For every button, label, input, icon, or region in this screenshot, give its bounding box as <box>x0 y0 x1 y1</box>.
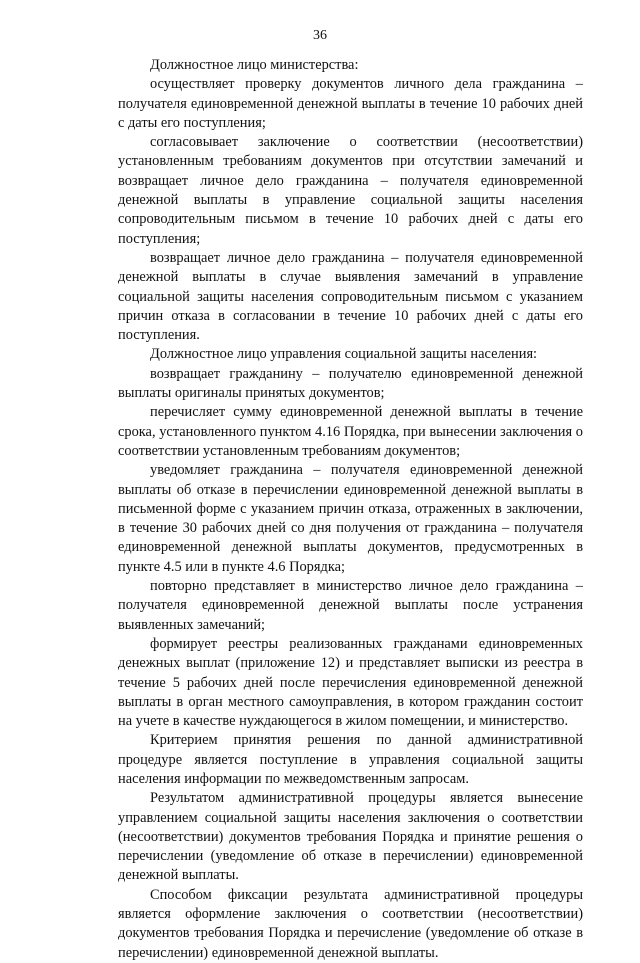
paragraph-department-form-registers: формирует реестры реализованных гражданами единовременных денежных выплат (приложение 12) и представляет выписки из реестра в течение 5 рабочих дней после перечисления единовременной денежной выплаты в орган местного самоуправления, в котором гражданин состоит на учете в качестве нуждающегося в жилом помещении, и министерство. <box>118 635 583 730</box>
paragraph-department-transfer-payment: перечисляет сумму единовременной денежной выплаты в течение срока, установленного пунктом 4.16 Порядка, при вынесении заключения о соответствии установленным требованиям документов; <box>118 404 583 459</box>
paragraph-department-official-heading: Должностное лицо управления социальной защиты населения: <box>150 346 538 363</box>
paragraph-department-return-originals: возвращает гражданину – получателю единовременной денежной выплаты оригиналы принятых документов; <box>118 365 583 402</box>
paragraph-ministry-official-heading: Должностное лицо министерства: <box>150 57 359 73</box>
document-body <box>118 56 583 963</box>
paragraph-ministry-approve-conclusion: согласовывает заключение о соответствии (несоответствии) установленным требованиям документов при отсутствии замечаний и возвращает личное дело гражданина – получателя единовременной денежной выплаты в управление социальной защиты населения сопроводительным письмом в течение 10 рабочих дней с даты его поступления; <box>118 134 583 247</box>
page-number: 36 <box>313 28 327 43</box>
paragraph-procedure-result: Результатом административной процедуры является вынесение управлением социальной защиты населения заключения о соответствии (несоответствии) документов требования Порядка и принятие решения о перечислении (уведомление об отказе в перечислении) единовременной денежной выплаты. <box>118 790 583 884</box>
paragraph-decision-criterion: Критерием принятия решения по данной административной процедуре является поступление в управления социальной защиты населения информации по межведомственным запросам. <box>118 732 583 787</box>
paragraph-department-resubmit-file: повторно представляет в министерство личное дело гражданина – получателя единовременной денежной выплаты после устранения выявленных замечаний; <box>118 578 583 633</box>
paragraph-ministry-check-documents: осуществляет проверку документов личного дела гражданина – получателя единовременной денежной выплаты в течение 10 рабочих дней с даты его поступления; <box>118 76 583 131</box>
paragraph-ministry-return-file: возвращает личное дело гражданина – получателя единовременной денежной выплаты в случае выявления замечаний в управление социальной защиты населения сопроводительным письмом с указанием причин отказа в согласовании в течение 10 рабочих дней с даты его поступления. <box>118 249 583 344</box>
paragraph-result-recording: Способом фиксации результата административной процедуры является оформление заключения о соответствии (несоответствии) документов требования Порядка и перечисление (уведомление об отказе в перечислении) единовременной денежной выплаты. <box>118 886 583 961</box>
paragraph-department-notify-refusal: уведомляет гражданина – получателя единовременной денежной выплаты об отказе в перечислении единовременной денежной выплаты в письменной форме с указанием причин отказа, отраженных в заключении, в течение 30 рабочих дней со дня получения от гражданина – получателя единовременной денежной выплаты документов, предусмотренных в пункте 4.5 или в пункте 4.6 Порядка; <box>118 462 583 575</box>
